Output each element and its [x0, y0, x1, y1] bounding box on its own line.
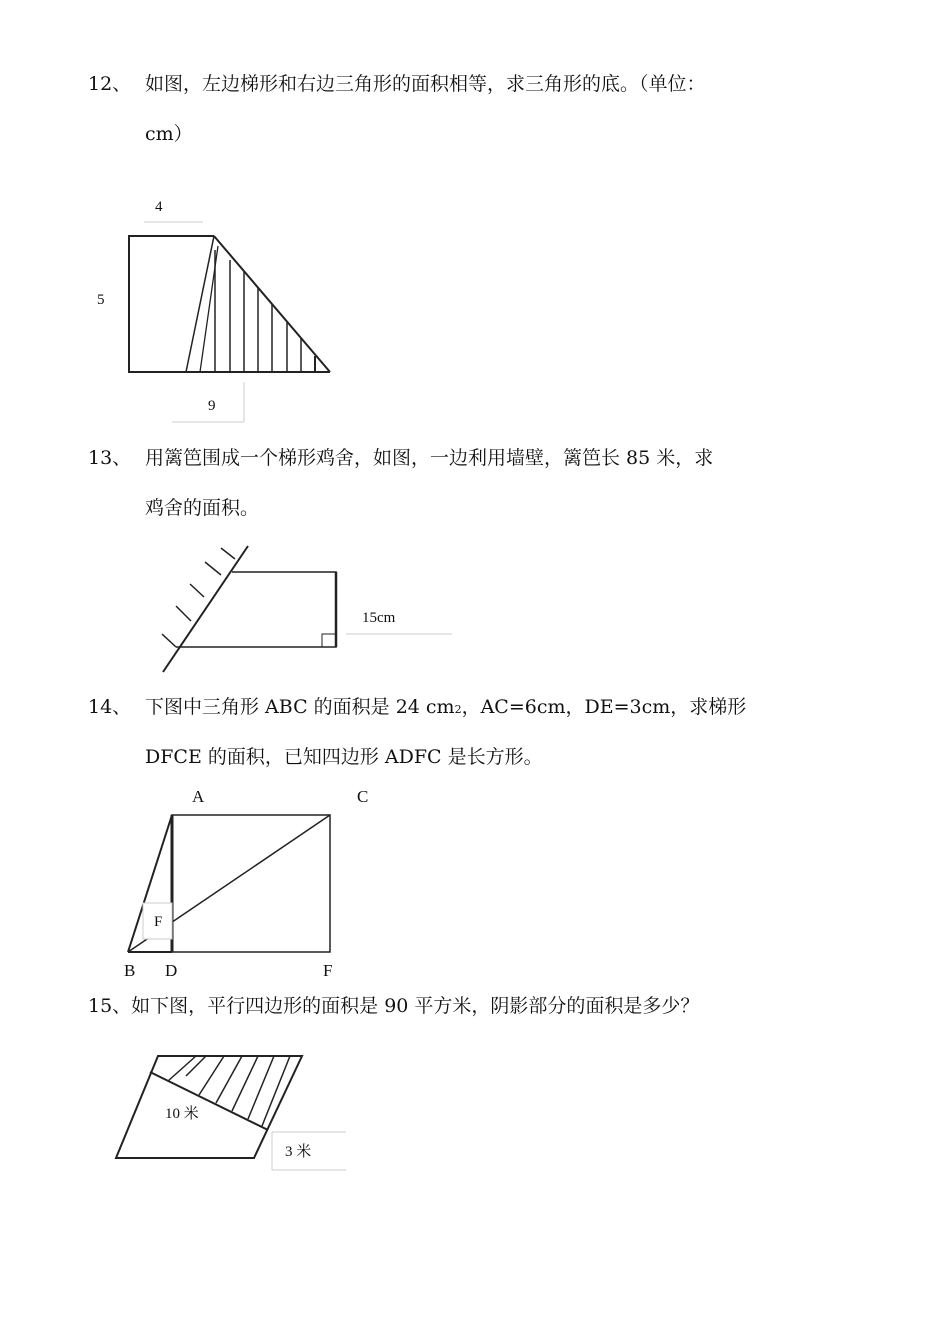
- q13-text-line1: 用篱笆围成一个梯形鸡舍，如图，一边利用墙壁，篱笆长 85 米，求: [145, 447, 714, 469]
- q14-label-e: F: [154, 914, 163, 930]
- q12-label-left: 5: [97, 292, 105, 308]
- q14-label-a: A: [192, 787, 205, 806]
- q14-label-f: F: [323, 961, 333, 980]
- q14-label-d: D: [165, 961, 178, 980]
- q14-text-line2: DFCE 的面积，已知四边形 ADFC 是长方形。: [145, 746, 543, 768]
- q12-label-top: 4: [155, 199, 163, 215]
- q13-text-line2: 鸡舍的面积。: [145, 497, 260, 519]
- q12-text-line1: 如图，左边梯形和右边三角形的面积相等，求三角形的底。（单位：: [145, 73, 706, 95]
- q14-text-line1-b: ，AC=6cm，DE=3cm，求梯形: [461, 696, 747, 718]
- q12-label-bottom: 9: [208, 398, 216, 414]
- q14-text-line1-a: 下图中三角形 ABC 的面积是 24 cm: [145, 696, 455, 718]
- q13-label-height: 15cm: [362, 610, 396, 626]
- q12-number: 12、: [88, 73, 132, 95]
- q15-label-side: 3 米: [285, 1144, 312, 1160]
- q14-label-b: B: [124, 961, 136, 980]
- q14-label-c: C: [357, 787, 369, 806]
- q14-text-line1-sup: 2: [454, 703, 462, 716]
- q14-number: 14、: [88, 696, 132, 718]
- q13-number: 13、: [88, 447, 132, 469]
- q15-text-line1: 15、如下图，平行四边形的面积是 90 平方米，阴影部分的面积是多少？: [88, 995, 700, 1017]
- q15-label-inner: 10 米: [165, 1106, 199, 1122]
- q12-text-line2: cm）: [145, 123, 193, 145]
